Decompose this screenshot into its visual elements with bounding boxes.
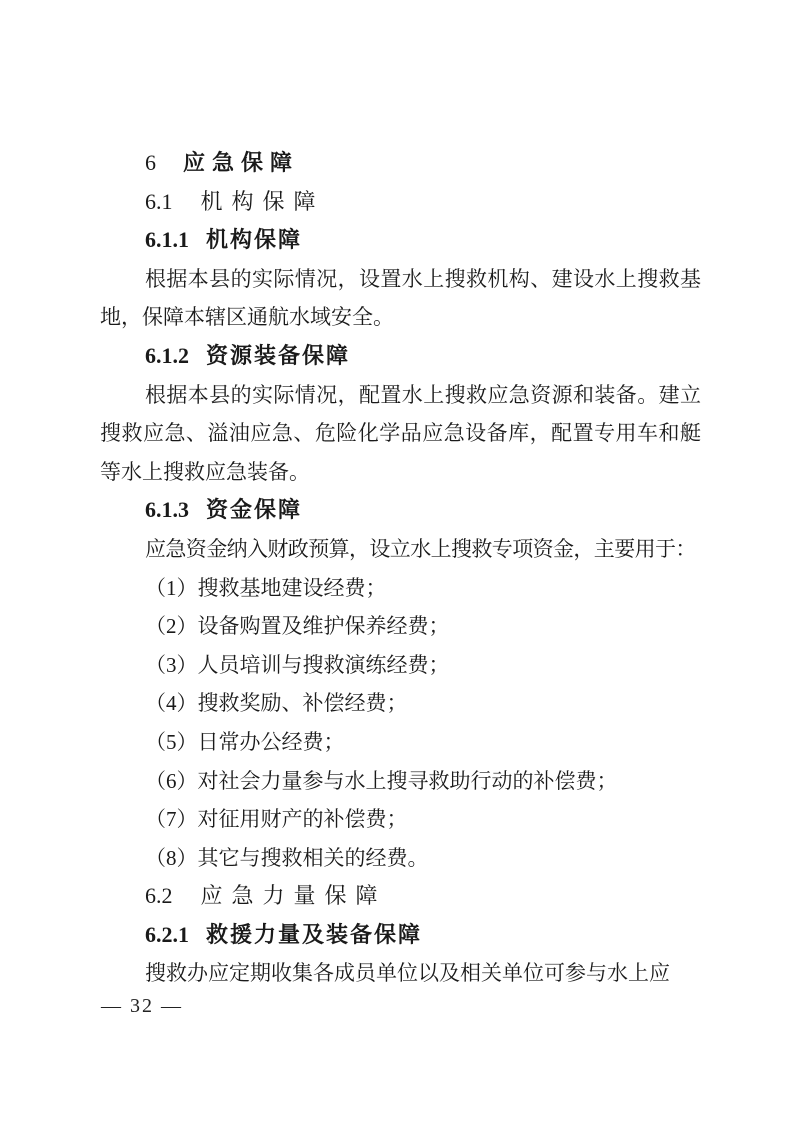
paragraph-funding-intro: 应急资金纳入财政预算，设立水上搜救专项资金，主要用于： (145, 536, 696, 561)
section-6-1-2-heading (100, 337, 701, 376)
section-6-2-1-title: 救援力量及装备保障 (206, 921, 423, 947)
section-6-1-3-heading (100, 491, 701, 530)
funding-item-6: （6）对社会力量参与水上搜寻救助行动的补偿费； (145, 768, 618, 793)
funding-item-2: （2）设备购置及维护保养经费； (145, 614, 450, 639)
section-6-1-1-heading (100, 221, 701, 260)
funding-item-8: （8）其它与搜救相关的经费。 (145, 845, 429, 870)
section-6-number: 6 (145, 150, 156, 175)
section-6-1-heading (100, 183, 701, 222)
document-body (100, 144, 701, 993)
section-6-heading (100, 144, 701, 183)
section-6-2-title: 应急力量保障 (200, 883, 387, 909)
funding-item-5: （5）日常办公经费； (145, 729, 345, 754)
section-6-1-title: 机构保障 (200, 188, 325, 214)
page-number: — 32 — (101, 995, 183, 1017)
section-6-2-heading (100, 877, 701, 916)
funding-item-4: （4）搜救奖励、补偿经费； (145, 691, 408, 716)
funding-item-7: （7）对征用财产的补偿费； (145, 807, 408, 832)
section-6-1-1-number: 6.1.1 (145, 227, 189, 253)
paragraph-6-1-2: 根据本县的实际情况，配置水上搜救应急资源和装备。建立搜救应急、溢油应急、危险化学品应急设备库，配置专用车和艇等水上搜救应急装备。 (100, 382, 701, 484)
section-6-1-3-number: 6.1.3 (145, 497, 189, 523)
section-6-1-2-title: 资源装备保障 (206, 342, 351, 368)
section-6-2-1-number: 6.2.1 (145, 921, 189, 947)
section-6-2-number: 6.2 (145, 883, 173, 909)
paragraph-6-2-1: 搜救办应定期收集各成员单位以及相关单位可参与水上应 (145, 961, 670, 986)
funding-item-3: （3）人员培训与搜救演练经费； (145, 652, 450, 677)
section-6-title: 应急保障 (183, 150, 300, 175)
section-6-1-1-title: 机构保障 (206, 227, 303, 253)
section-6-2-1-heading (100, 916, 701, 955)
paragraph-6-1-1: 根据本县的实际情况，设置水上搜救机构、建设水上搜救基地，保障本辖区通航水域安全。 (100, 266, 701, 330)
section-6-1-2-number: 6.1.2 (145, 342, 189, 368)
section-6-1-number: 6.1 (145, 188, 173, 214)
funding-item-1: （1）搜救基地建设经费； (145, 575, 387, 600)
section-6-1-3-title: 资金保障 (206, 497, 303, 523)
